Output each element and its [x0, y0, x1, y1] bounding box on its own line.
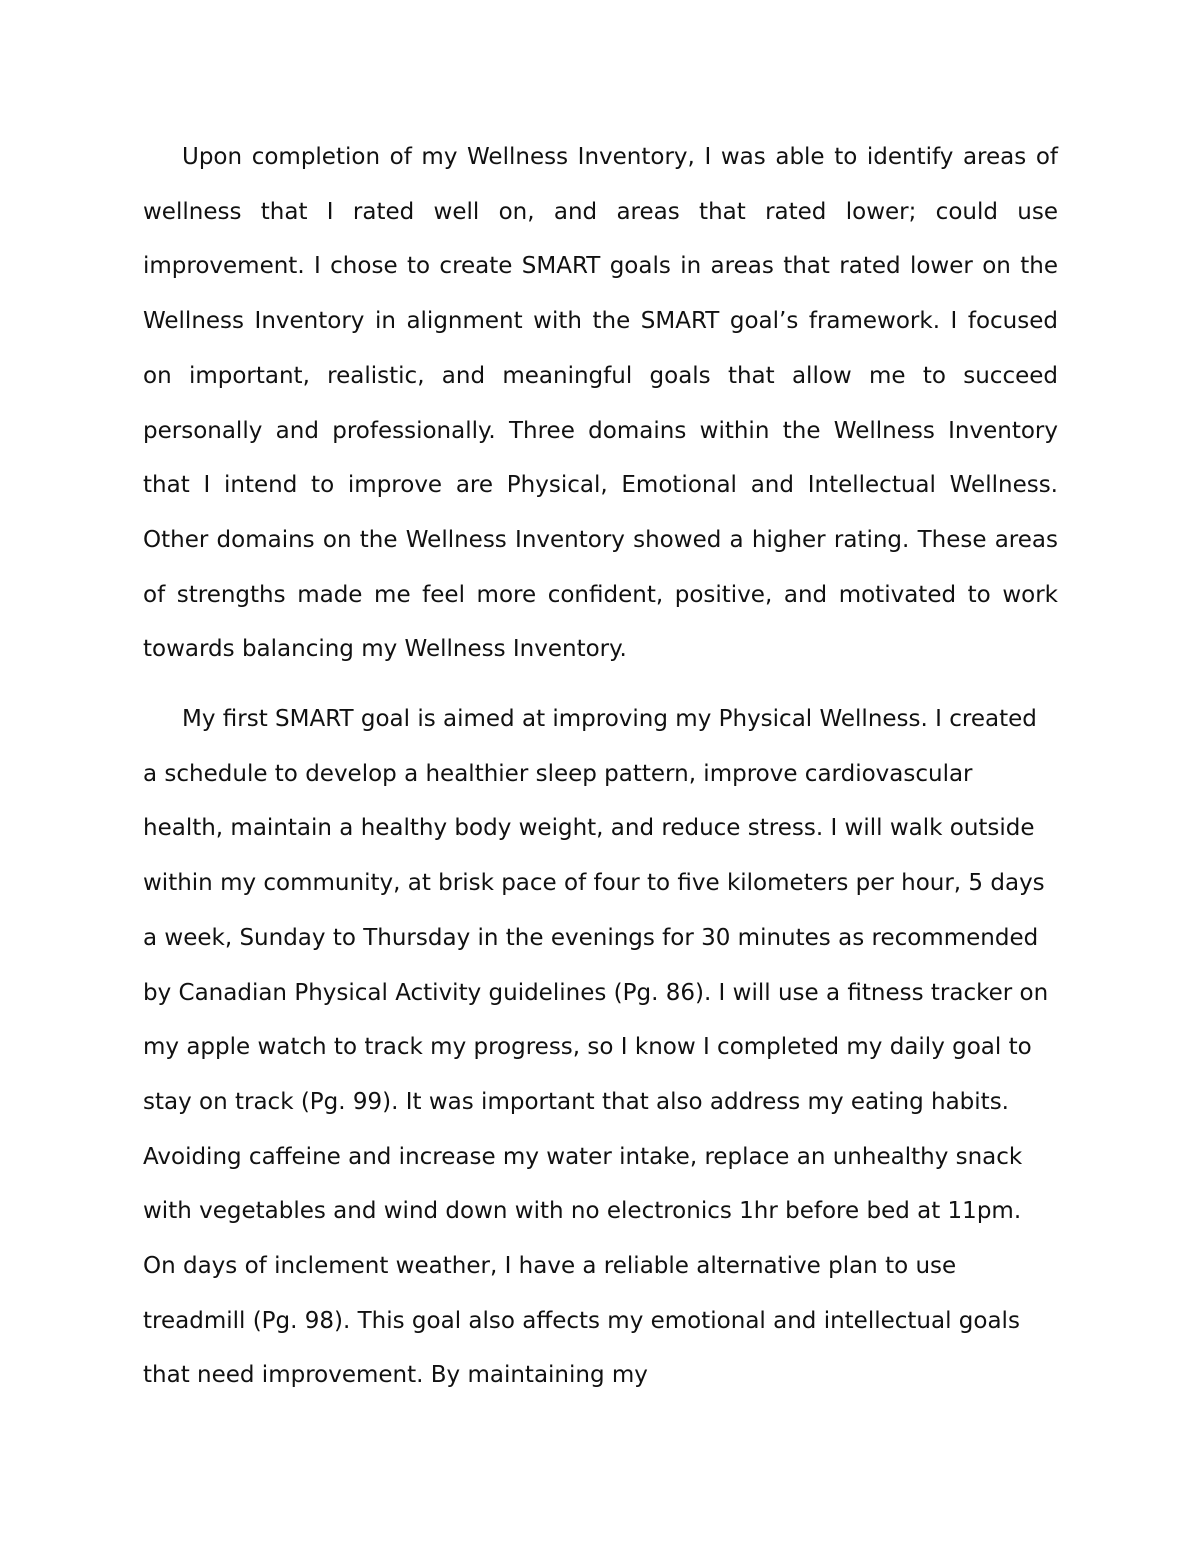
paragraph-text: My first SMART goal is aimed at improving my Physical Wellness. I created a schedule to develop a healthier sleep pattern, improve cardiovascular health, maintain a healthy body weight, and reduce stress. I will walk outside within my community, at brisk pace of four to five kilometers per hour, 5 days a week, Sunday to Thursday in the evenings for 30 minutes as recommended by Canadian Physical Activity guidelines (Pg. 86). I will use a fitness tracker on my apple watch to track my progress, so I know I completed my daily goal to stay on track (Pg. 99). It was important that also address my eating habits. Avoiding caffeine and increase my water intake, replace an unhealthy snack with vegetables and wind down with no electronics 1hr before bed at 11pm. On days of inclement weather, I have a reliable alternative plan to use treadmill (Pg. 98). This goal also affects my emotional and intellectual goals that need improvement. By maintaining my [143, 706, 1049, 1389]
paragraph-physical-wellness-goal [143, 692, 1058, 1403]
paragraph-text: Upon completion of my Wellness Inventory, I was able to identify areas of wellness that I rated well on, and areas that rated lower; could use improvement. I chose to create SMART goals in areas that rated lower on the Wellness Inventory in alignment with the SMART goal’s framework. I focused on important, realistic, and meaningful goals that allow me to succeed personally and professionally. Three domains within the Wellness Inventory that I intend to improve are Physical, Emotional and Intellectual Wellness. Other domains on the Wellness Inventory showed a higher rating. These areas of strengths made me feel more confident, positive, and motivated to work towards balancing my Wellness Inventory. [143, 144, 1058, 663]
paragraph-wellness-inventory [143, 130, 1058, 677]
